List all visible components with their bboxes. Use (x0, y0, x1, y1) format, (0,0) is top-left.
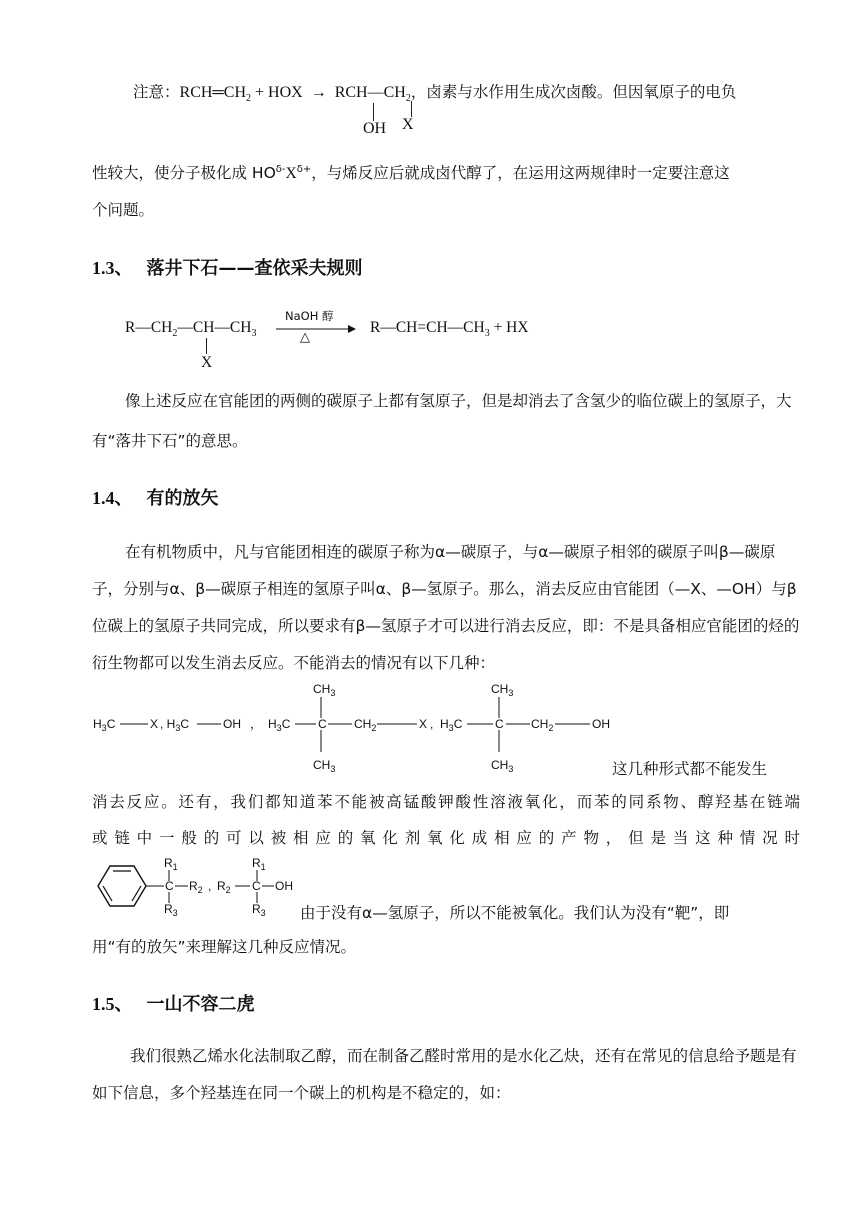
svg-text:，: ， (250, 717, 263, 731)
para2-line-4: 用“有的放矢”来理解这几种反应情况。 (92, 938, 357, 956)
svg-text:CH3: $CH_3$ (313, 682, 336, 698)
tertiary-structures (90, 853, 305, 918)
non-eliminable-structures (90, 680, 620, 775)
x-substituent: X (402, 116, 414, 133)
paragraph-1-3: 像上述反应在官能团的两侧的碳原子上都有氢原子，但是却消去了含氢少的临位碳上的氢原子，大有“落井下石”的意思。 (92, 392, 792, 450)
svg-text:C: C (495, 717, 504, 731)
benzene-ring (98, 866, 146, 906)
struct-h3c-oh: OH (223, 717, 241, 731)
note-line-3: 个问题。 (92, 201, 155, 219)
svg-text:, H3C: , $H_3C$ (160, 717, 190, 733)
note-equation: 注意：$RCH═CH_2$ + HOX → $RCH—CH_2$，卤素与水作用生成次卤酸。但因氧原子的电负 (133, 83, 737, 105)
section-heading-1-5: 1.5、 一山不容二虎 (92, 994, 255, 1015)
after-structures-text: 这几种形式都不能发生 (612, 760, 768, 778)
svg-text:X: X (419, 717, 428, 731)
svg-text:R2: $R_2$ (189, 879, 203, 895)
section-heading-1-3: 1.3、 落井下石——查依采夫规则 (92, 258, 363, 279)
svg-text:OH: OH (592, 717, 610, 731)
svg-text:CH3: $CH_3$ (313, 758, 336, 774)
svg-text:,: , (430, 717, 434, 731)
svg-text:R1: $R_1$ (164, 856, 178, 872)
para2-line-3: 由于没有α—氢原子，所以不能被氧化。我们认为没有“靶”，即 (300, 904, 730, 922)
x-bond (411, 101, 412, 117)
oh-bond (373, 103, 374, 121)
oh-substituent: OH (363, 120, 387, 137)
svg-text:,: , (208, 879, 212, 893)
svg-text:R3: $R_3$ (164, 902, 178, 918)
svg-text:R1: $R_1$ (252, 856, 266, 872)
svg-text:C: C (252, 879, 261, 893)
x-bond (206, 338, 207, 354)
svg-text:R3: $R_3$ (252, 902, 266, 918)
svg-text:CH2: $CH_2$ (354, 717, 377, 733)
svg-text:H3C: $H_3C$ (268, 717, 291, 733)
section-title: 一山不容二虎 (146, 994, 255, 1015)
reaction-product: $R—CH=CH—CH_3$ + HX (370, 319, 529, 340)
section-title: 有的放矢 (146, 488, 219, 509)
svg-text:C: C (318, 717, 327, 731)
note-text-after: ，卤素与水作用生成次卤酸。但因氧原子的电负 (410, 83, 737, 101)
condition-top: NaOH 醇 (285, 309, 334, 323)
svg-text:CH3: $CH_3$ (491, 682, 514, 698)
svg-text:R2: $R_2$ (217, 879, 231, 895)
svg-text:C: C (165, 879, 174, 893)
reaction-reactant: $R—CH_2—CH—CH_3$ (125, 319, 257, 340)
reaction-arrow (276, 324, 356, 334)
reaction-arrow: → (310, 84, 327, 101)
struct-h3c-x: $H_3C$ (93, 717, 116, 733)
para2-line-1: 消去反应。还有，我们都知道苯不能被高锰酸钾酸性溶液氧化，而苯的同系物、醇羟基在链端 (92, 793, 800, 811)
section-heading-1-4: 1.4、 有的放矢 (92, 488, 219, 509)
svg-text:CH2: $CH_2$ (531, 717, 554, 733)
paragraph-1-4: 在有机物质中，凡与官能团相连的碳原子称为α—碳原子，与α—碳原子相邻的碳原子叫β—碳原子，分别与α、β—碳原子相连的氢原子叫α、β—氢原子。那么，消去反应由官能团（—X、—OH）与β位碳上的氢原子共同完成，所以要求有β—氢原子才可以进行消去反应，即：不是具备相应官能团的烃的衍生物都可以发生消去反应。不能消去的情况有以下几种： (92, 543, 800, 672)
double-bond: ═ (212, 84, 224, 101)
paragraph-1-5: 我们很熟乙烯水化法制取乙醇，而在制备乙醛时常用的是水化乙炔，还有在常见的信息给予题是有如下信息，多个羟基连在同一个碳上的机构是不稳定的，如： (92, 1047, 797, 1102)
note-line-2: 性较大，使分子极化成 $HO^{\delta-}X^{\delta+}$，与烯反应后就成卤代醇了，在运用这两规律时一定要注意这 (92, 163, 730, 182)
x-substituent: X (201, 354, 213, 371)
para2-line-2: 或链中一般的可以被相应的氧化剂氧化成相应的产物，但是当这种情况时 (92, 829, 800, 847)
svg-text:H3C: $H_3C$ (440, 717, 463, 733)
note-label: 注意： (133, 83, 180, 101)
svg-text:OH: OH (275, 879, 293, 893)
condition-bottom: △ (300, 330, 310, 345)
section-title: 落井下石——查依采夫规则 (146, 258, 363, 279)
svg-text:CH3: $CH_3$ (491, 758, 514, 774)
svg-text:X: X (150, 717, 159, 731)
